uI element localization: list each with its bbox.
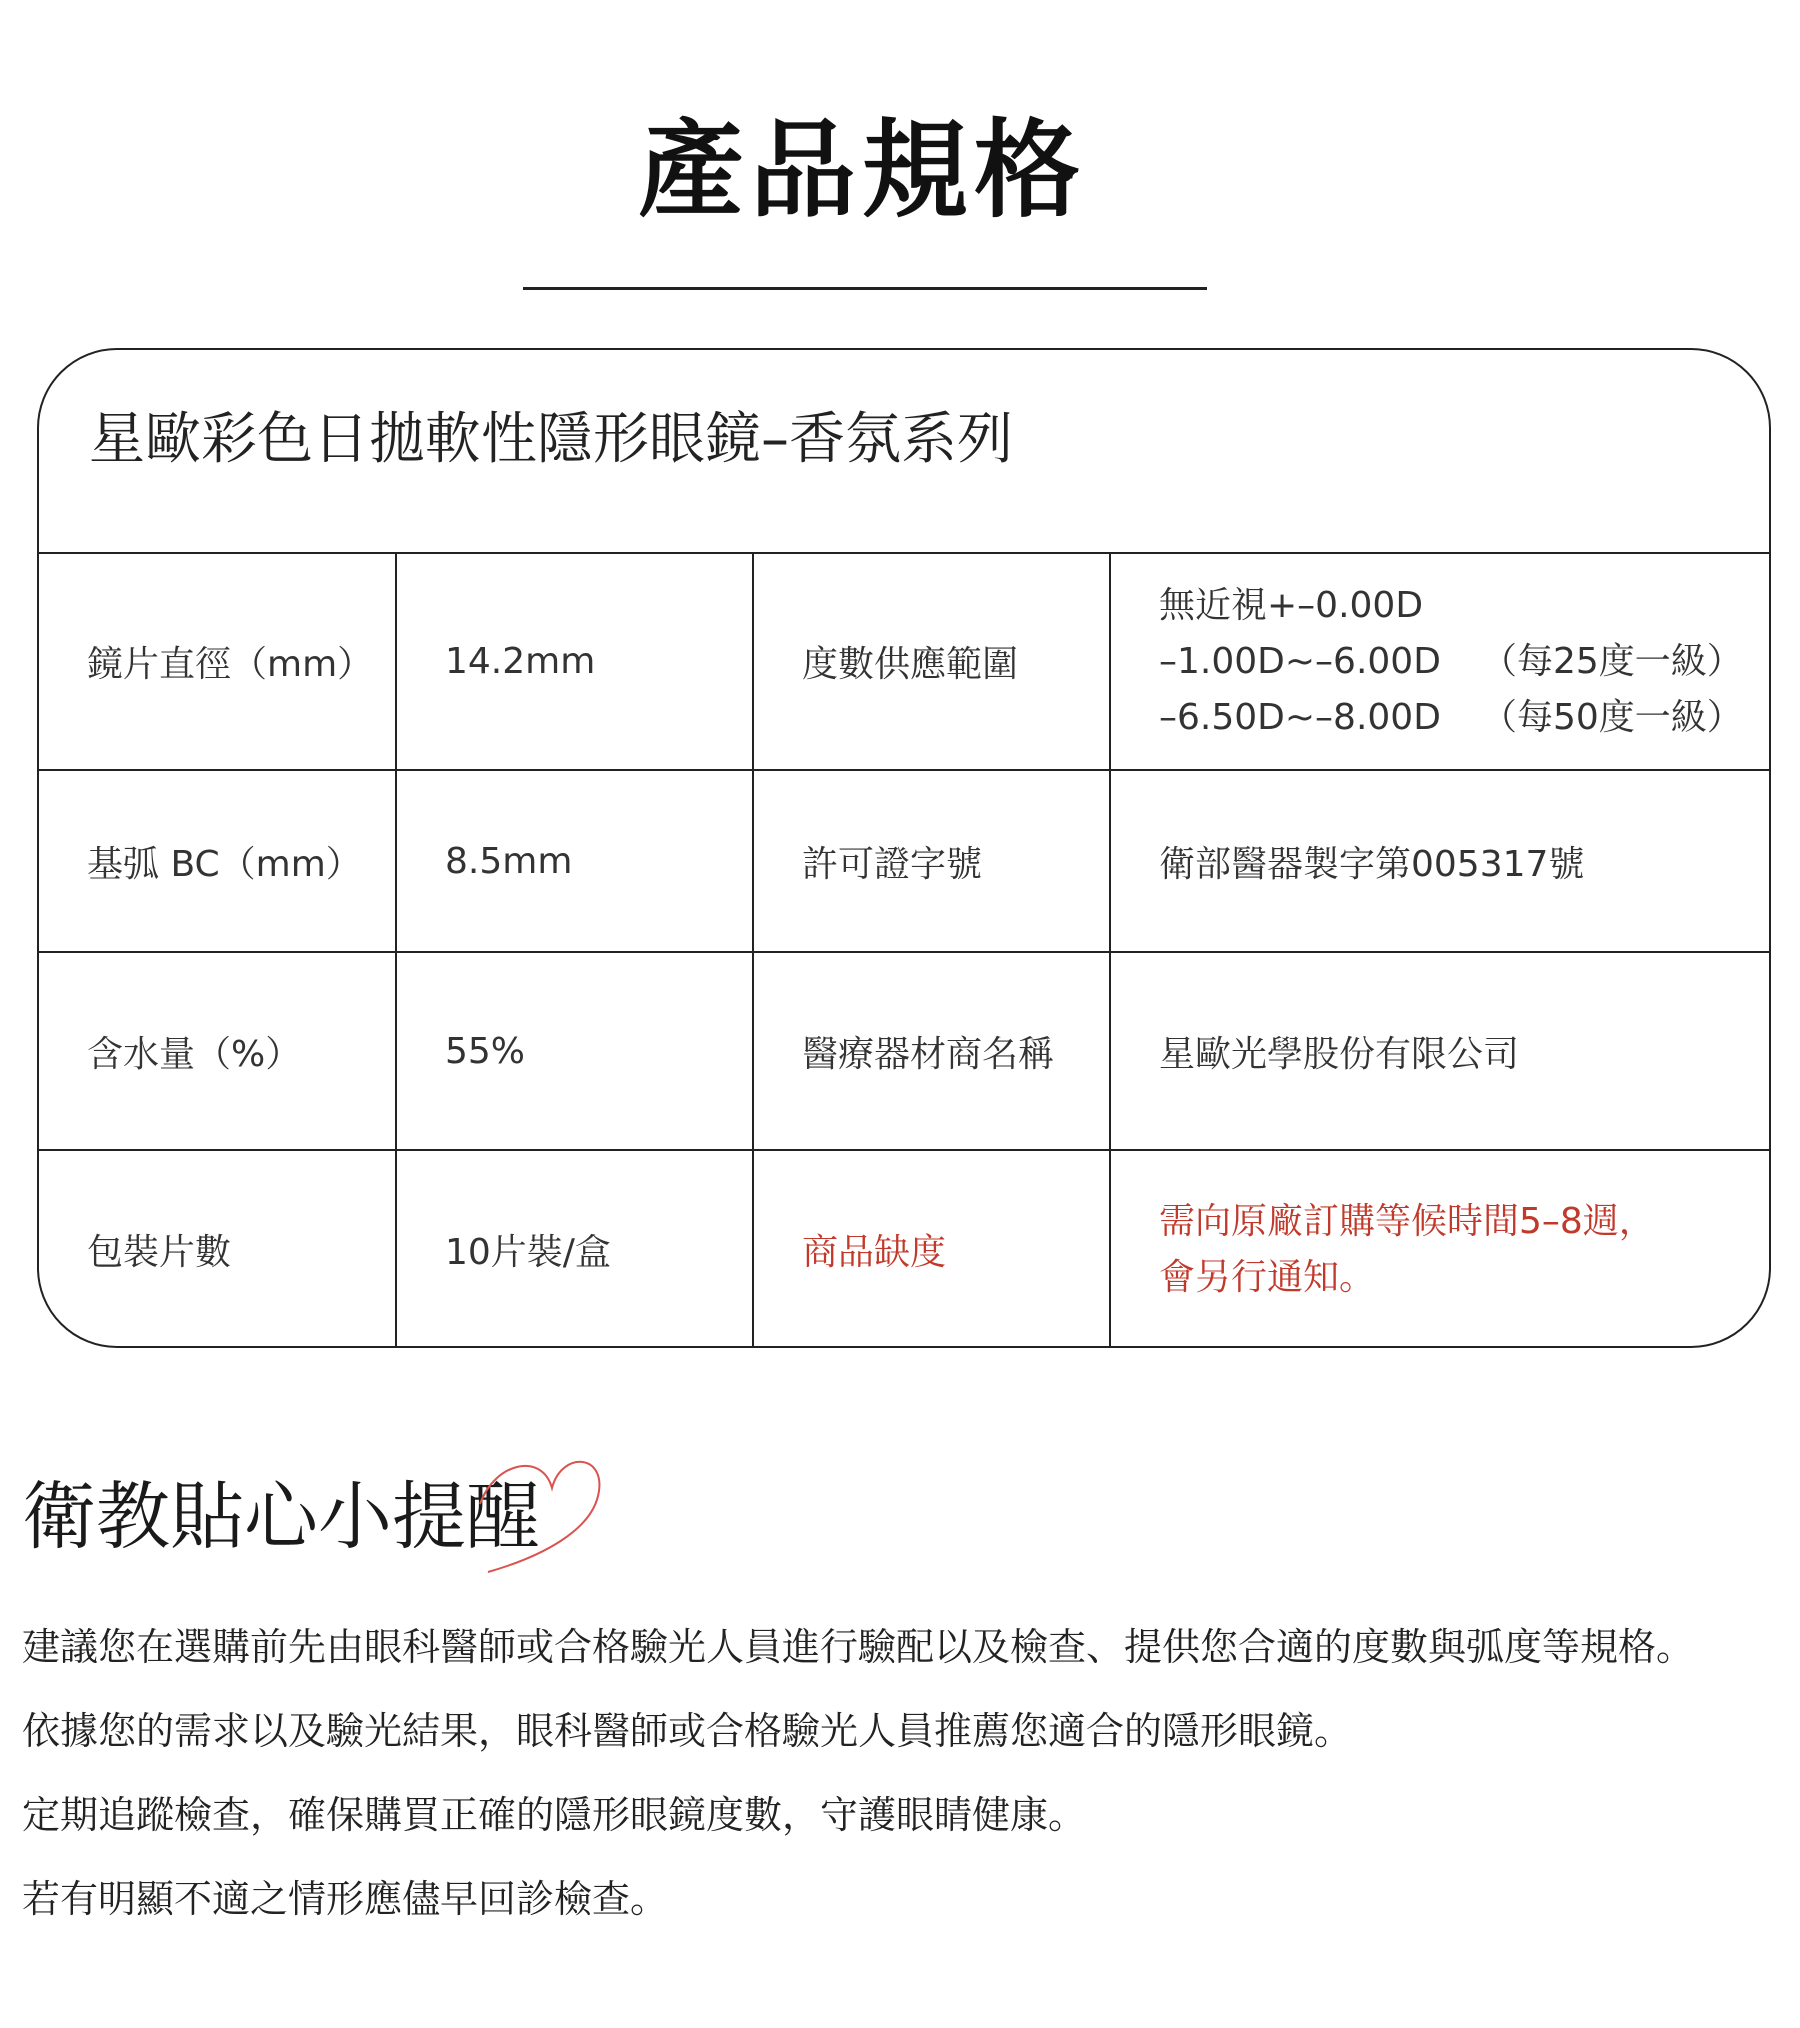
spec-label-base-curve: 基弧 BC（mm） bbox=[87, 843, 362, 885]
spec-value-package: 10片裝/盒 bbox=[445, 1232, 611, 1273]
spec-value-manufacturer: 星歐光學股份有限公司 bbox=[1159, 1033, 1520, 1075]
spec-value-diameter: 14.2mm bbox=[445, 641, 596, 682]
spec-value-license: 衛部醫器製字第005317號 bbox=[1159, 843, 1585, 885]
spec-value-water-content: 55% bbox=[445, 1030, 526, 1072]
spec-value-out-of-stock bbox=[1111, 1151, 1769, 1348]
spec-label-out-of-stock: 商品缺度 bbox=[802, 1232, 947, 1273]
spec-value-base-curve: 8.5mm bbox=[445, 840, 573, 882]
out-of-stock-note: 會另行通知。 bbox=[1159, 1256, 1376, 1298]
power-range-line bbox=[1159, 634, 1743, 690]
power-range-line bbox=[1159, 578, 1743, 634]
out-of-stock-note: 需向原廠訂購等候時間5–8週， bbox=[1159, 1200, 1655, 1242]
heart-outline-icon bbox=[470, 1444, 610, 1574]
power-range: 無近視+–0.00D bbox=[1159, 584, 1424, 626]
spec-label-license: 許可證字號 bbox=[802, 843, 983, 885]
power-range: –1.00D~–6.00D bbox=[1159, 640, 1441, 682]
power-range: –6.50D~–8.00D bbox=[1159, 696, 1441, 738]
reminder-line: 依據您的需求以及驗光結果，眼科醫師或合格驗光人員推薦您適合的隱形眼鏡。 bbox=[22, 1709, 1353, 1753]
power-step-note: （每25度一級） bbox=[1481, 640, 1743, 682]
reminder-title: 衛教貼心小提醒 bbox=[22, 1474, 540, 1560]
spec-value-power-range bbox=[1111, 554, 1769, 769]
spec-table bbox=[39, 552, 1769, 1348]
product-name: 星歐彩色日拋軟性隱形眼鏡–香氛系列 bbox=[89, 407, 1013, 472]
power-step-note: （每50度一級） bbox=[1481, 696, 1743, 738]
page-title: 產品規格 bbox=[638, 109, 1086, 232]
title-divider bbox=[523, 287, 1207, 290]
care-reminder-section bbox=[0, 1400, 1800, 2000]
spec-label-power-range: 度數供應範圍 bbox=[802, 644, 1019, 685]
spec-label-water-content: 含水量（%） bbox=[87, 1033, 302, 1075]
spec-label-manufacturer: 醫療器材商名稱 bbox=[802, 1033, 1055, 1075]
reminder-line: 若有明顯不適之情形應儘早回診檢查。 bbox=[22, 1877, 669, 1921]
spec-label-package: 包裝片數 bbox=[87, 1232, 232, 1273]
spec-label-diameter: 鏡片直徑（mm） bbox=[87, 644, 374, 685]
reminder-line: 建議您在選購前先由眼科醫師或合格驗光人員進行驗配以及檢查、提供您合適的度數與弧度等規格。 bbox=[22, 1625, 1695, 1669]
power-range-line bbox=[1159, 690, 1743, 746]
reminder-line: 定期追蹤檢查，確保購買正確的隱形眼鏡度數，守護眼睛健康。 bbox=[22, 1793, 1087, 1837]
spec-table-card bbox=[37, 348, 1771, 1348]
